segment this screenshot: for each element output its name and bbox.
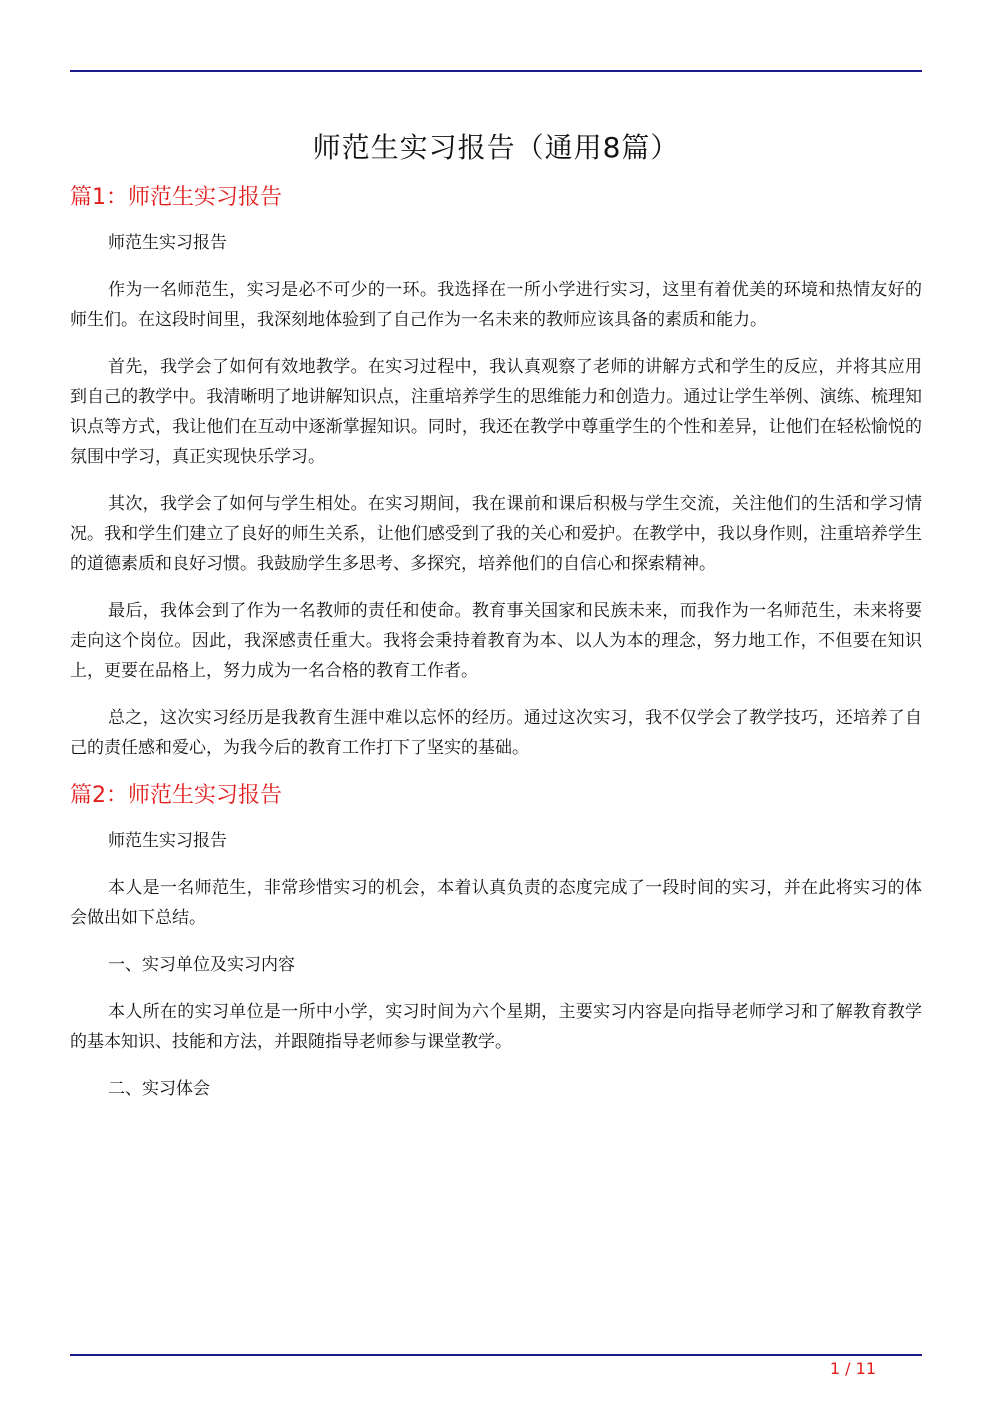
paragraph: 二、实习体会 <box>108 1079 210 1099</box>
paragraph: 其次，我学会了如何与学生相处。在实习期间，我在课前和课后积极与学生交流，关注他们的生活和学习情况。我和学生们建立了良好的师生关系，让他们感受到了我的关心和爱护。在教学中，我以身作则，注重培养学生的道德素质和良好习惯。我鼓励学生多思考、多探究，培养他们的自信心和探索精神。 <box>70 494 922 574</box>
footer-rule <box>70 1354 922 1356</box>
paragraph: 一、实习单位及实习内容 <box>108 955 295 975</box>
section-heading: 篇1：师范生实习报告 <box>70 185 282 210</box>
page-number: 1 / 11 <box>829 1359 876 1378</box>
paragraph: 总之，这次实习经历是我教育生涯中难以忘怀的经历。通过这次实习，我不仅学会了教学技巧，还培养了自己的责任感和爱心，为我今后的教育工作打下了坚实的基础。 <box>70 708 922 758</box>
section-heading: 篇2：师范生实习报告 <box>70 783 282 808</box>
section-2 <box>70 780 922 1104</box>
document-body <box>70 128 922 1121</box>
paragraph: 本人是一名师范生，非常珍惜实习的机会，本着认真负责的态度完成了一段时间的实习，并在此将实习的体会做出如下总结。 <box>70 878 922 928</box>
paragraph: 作为一名师范生，实习是必不可少的一环。我选择在一所小学进行实习，这里有着优美的环境和热情友好的师生们。在这段时间里，我深刻地体验到了自己作为一名未来的教师应该具备的素质和能力。 <box>70 280 922 330</box>
paragraph: 师范生实习报告 <box>108 233 227 253</box>
paragraph: 师范生实习报告 <box>108 831 227 851</box>
document-title: 师范生实习报告（通用8篇） <box>312 131 680 164</box>
header-rule <box>70 70 922 72</box>
section-1 <box>70 182 922 763</box>
paragraph: 本人所在的实习单位是一所中小学，实习时间为六个星期，主要实习内容是向指导老师学习和了解教育教学的基本知识、技能和方法，并跟随指导老师参与课堂教学。 <box>70 1002 922 1052</box>
paragraph: 首先，我学会了如何有效地教学。在实习过程中，我认真观察了老师的讲解方式和学生的反应，并将其应用到自己的教学中。我清晰明了地讲解知识点，注重培养学生的思维能力和创造力。通过让学生举例、演练、梳理知识点等方式，我让他们在互动中逐渐掌握知识。同时，我还在教学中尊重学生的个性和差异，让他们在轻松愉悦的氛围中学习，真正实现快乐学习。 <box>70 357 922 467</box>
paragraph: 最后，我体会到了作为一名教师的责任和使命。教育事关国家和民族未来，而我作为一名师范生，未来将要走向这个岗位。因此，我深感责任重大。我将会秉持着教育为本、以人为本的理念，努力地工作，不但要在知识上，更要在品格上，努力成为一名合格的教育工作者。 <box>70 601 922 681</box>
